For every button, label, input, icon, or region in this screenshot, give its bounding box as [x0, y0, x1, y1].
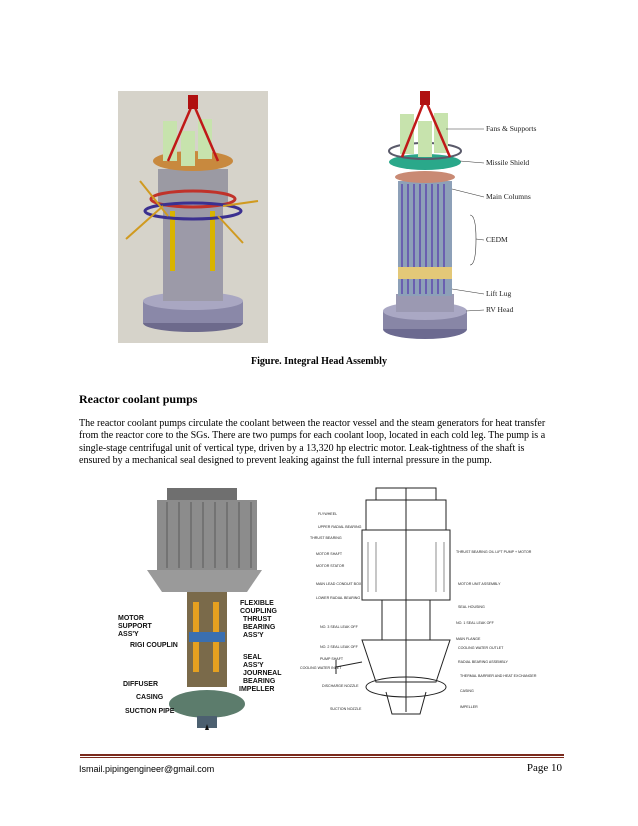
callout-rv-head: RV Head — [486, 305, 514, 314]
callout-fans-supports: Fans & Supports — [486, 124, 537, 133]
label-impeller: IMPELLER — [239, 686, 275, 693]
label-cooling-water-outlet: COOLING WATER OUTLET — [458, 646, 504, 650]
footer-email: Ismail.pipingengineer@gmail.com — [79, 764, 215, 774]
label-rigid-coupling: RIGI COUPLIN — [130, 642, 178, 649]
label-flywheel: FLYWHEEL — [318, 512, 338, 516]
figure-caption: Figure. Integral Head Assembly — [251, 356, 387, 367]
label-seal-housing: SEAL HOUSING — [458, 605, 485, 609]
label-diffuser: DIFFUSER — [123, 681, 158, 688]
integral-head-photo — [118, 91, 268, 343]
paragraph-line: single-stage centrifugal unit of vertical type, driven by a 13,320 hp electric motor. Leak-tightness of the shaft is — [79, 442, 525, 454]
callout-main-columns: Main Columns — [486, 192, 531, 201]
page-number: Page 10 — [526, 762, 562, 774]
label-main-flange: MAIN FLANGE — [456, 637, 481, 641]
label-upper-radial-bearing: UPPER RADIAL BEARING — [318, 525, 362, 529]
pump-line-drawing — [296, 482, 537, 732]
label-no1-seal-leak-off: NO. 1 SEAL LEAK OFF — [456, 621, 494, 625]
callout-lift-lug: Lift Lug — [486, 289, 512, 298]
label-radial-bearing-assembly: RADIAL BEARING ASSEMBLY — [458, 660, 508, 664]
label-thrust-bearing-drawing: THRUST BEARING — [310, 536, 342, 540]
label-suction-nozzle: SUCTION NOZZLE — [330, 707, 362, 711]
label-pump-shaft: PUMP SHAFT — [320, 657, 344, 661]
section-heading: Reactor coolant pumps — [79, 392, 198, 406]
paragraph-line: The reactor coolant pumps circulate the coolant between the reactor vessel and the steam generators for heat transfer — [79, 418, 546, 429]
label-oil-lift-pump: THRUST BEARING OIL LIFT PUMP + MOTOR — [456, 550, 532, 554]
label-thermal-barrier: THERMAL BARRIER AND HEAT EXCHANGER — [460, 674, 537, 678]
label-casing-drawing: CASING — [460, 689, 474, 693]
pump-cutaway-photo — [118, 482, 282, 737]
label-no3-seal-leak-off: NO. 3 SEAL LEAK OFF — [320, 625, 358, 629]
label-journal-bearing: JOURNEAL BEARING — [243, 670, 282, 685]
label-impeller-drawing: IMPELLER — [460, 705, 478, 709]
label-seal-assy: SEAL ASS'Y — [243, 654, 264, 669]
label-suction-pipe: SUCTION PIPE — [125, 708, 175, 715]
label-motor-stator: MOTOR STATOR — [316, 564, 345, 568]
integral-head-diagram — [380, 89, 580, 347]
callout-missile-shield: Missile Shield — [486, 158, 530, 167]
callout-cedm: CEDM — [486, 235, 508, 244]
footer-rule — [80, 754, 564, 756]
paragraph-line: ensured by a mechanical seal designed to prevent leaking against the full internal pressure in the pump. — [79, 455, 492, 467]
label-no2-seal-leak-off: NO. 2 SEAL LEAK OFF — [320, 645, 358, 649]
label-motor-support: MOTOR SUPPORT ASS'Y — [118, 615, 152, 638]
label-flexible-coupling: FLEXIBLE COUPLING — [240, 600, 277, 615]
label-casing: CASING — [136, 694, 164, 701]
body-paragraph — [79, 418, 569, 468]
paragraph-line: from the reactor core to the SGs. There are two pumps for each coolant loop, located in each cold leg. The pump is a — [79, 430, 546, 442]
label-thrust-bearing: THRUST BEARING ASS'Y — [243, 616, 276, 639]
label-motor-shaft: MOTOR SHAFT — [316, 552, 343, 556]
footer-rule-thin — [80, 757, 564, 758]
label-main-lead-conduit-box: MAIN LEAD CONDUIT BOX — [316, 582, 362, 586]
label-motor-unit-assembly: MOTOR UNIT ASSEMBLY — [458, 582, 501, 586]
label-lower-radial-bearing: LOWER RADIAL BEARING — [316, 596, 361, 600]
label-cooling-water-inlet: COOLING WATER INLET — [300, 666, 342, 670]
label-discharge-nozzle: DISCHARGE NOZZLE — [322, 684, 359, 688]
